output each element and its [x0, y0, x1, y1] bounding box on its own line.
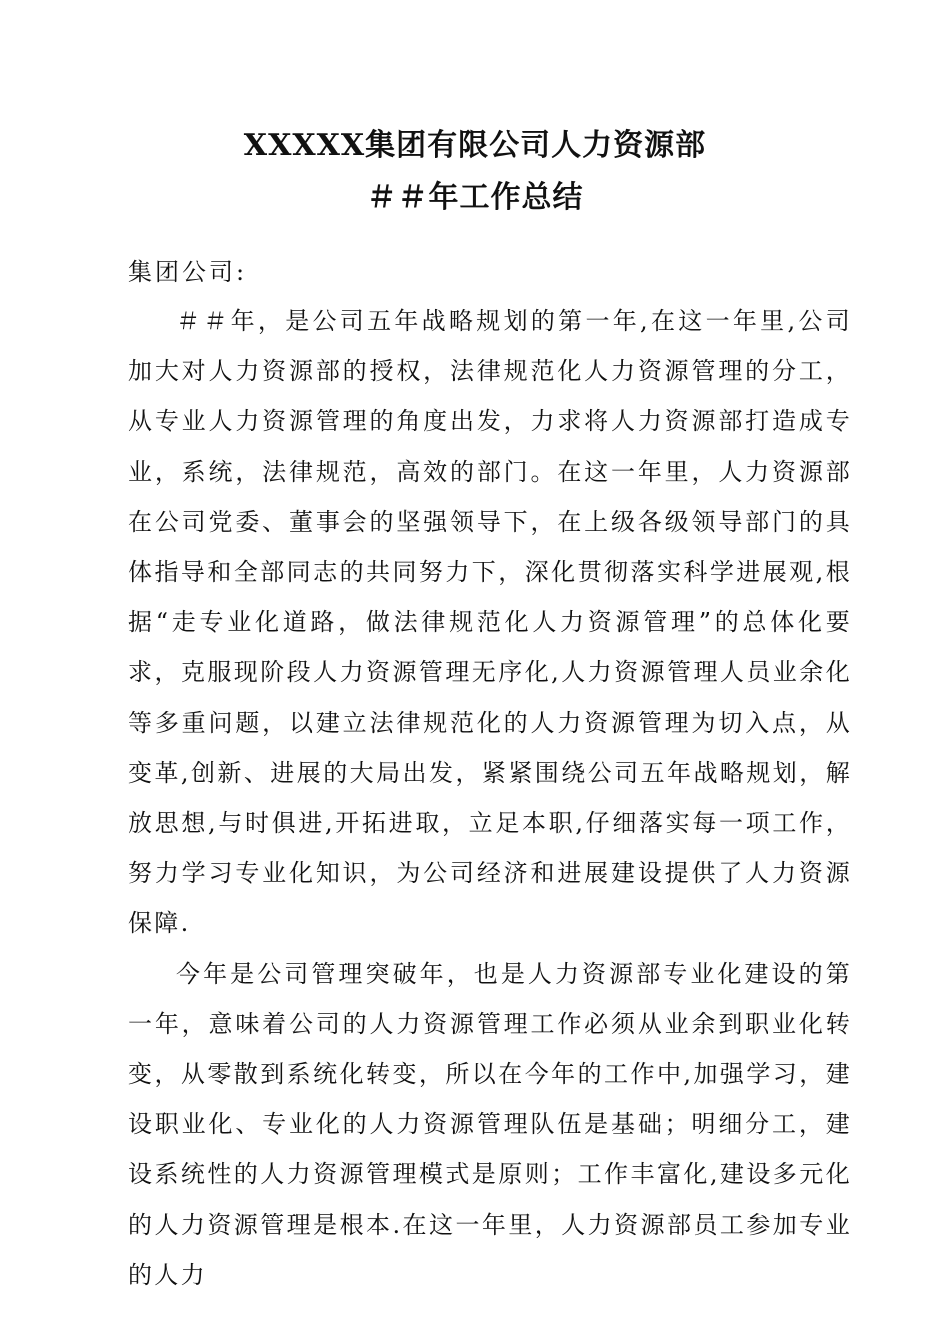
- salutation: 集团公司:: [128, 258, 248, 286]
- title-line-1: XXXXX集团有限公司人力资源部: [243, 128, 707, 163]
- document-title: [0, 120, 950, 224]
- paragraph-2: 今年是公司管理突破年，也是人力资源部专业化建设的第一年，意味着公司的人力资源管理工作必须从业余到职业化转变，从零散到系统化转变，所以在今年的工作中,加强学习，建设职业化、专业化的人力资源管理队伍是基础；明细分工，建设系统性的人力资源管理模式是原则；工作丰富化,建设多元化的人力资源管理是根本.在这一年里，人力资源部员工参加专业的人力: [128, 959, 852, 1289]
- document-body: [128, 296, 852, 1300]
- title-line-2: ＃＃年工作总结: [366, 180, 584, 215]
- paragraph-1: ＃＃年，是公司五年战略规划的第一年,在这一年里,公司加大对人力资源部的授权，法律规范化人力资源管理的分工，从专业人力资源管理的角度出发，力求将人力资源部打造成专业，系统，法律规范，高效的部门。在这一年里，人力资源部在公司党委、董事会的坚强领导下，在上级各级领导部门的具体指导和全部同志的共同努力下，深化贯彻落实科学进展观,根据“走专业化道路，做法律规范化人力资源管理”的总体化要求，克服现阶段人力资源管理无序化,人力资源管理人员业余化等多重问题，以建立法律规范化的人力资源管理为切入点，从变革,创新、进展的大局出发，紧紧围绕公司五年战略规划，解放思想,与时俱进,开拓进取，立足本职,仔细落实每一项工作，努力学习专业化知识，为公司经济和进展建设提供了人力资源保障.: [128, 307, 852, 938]
